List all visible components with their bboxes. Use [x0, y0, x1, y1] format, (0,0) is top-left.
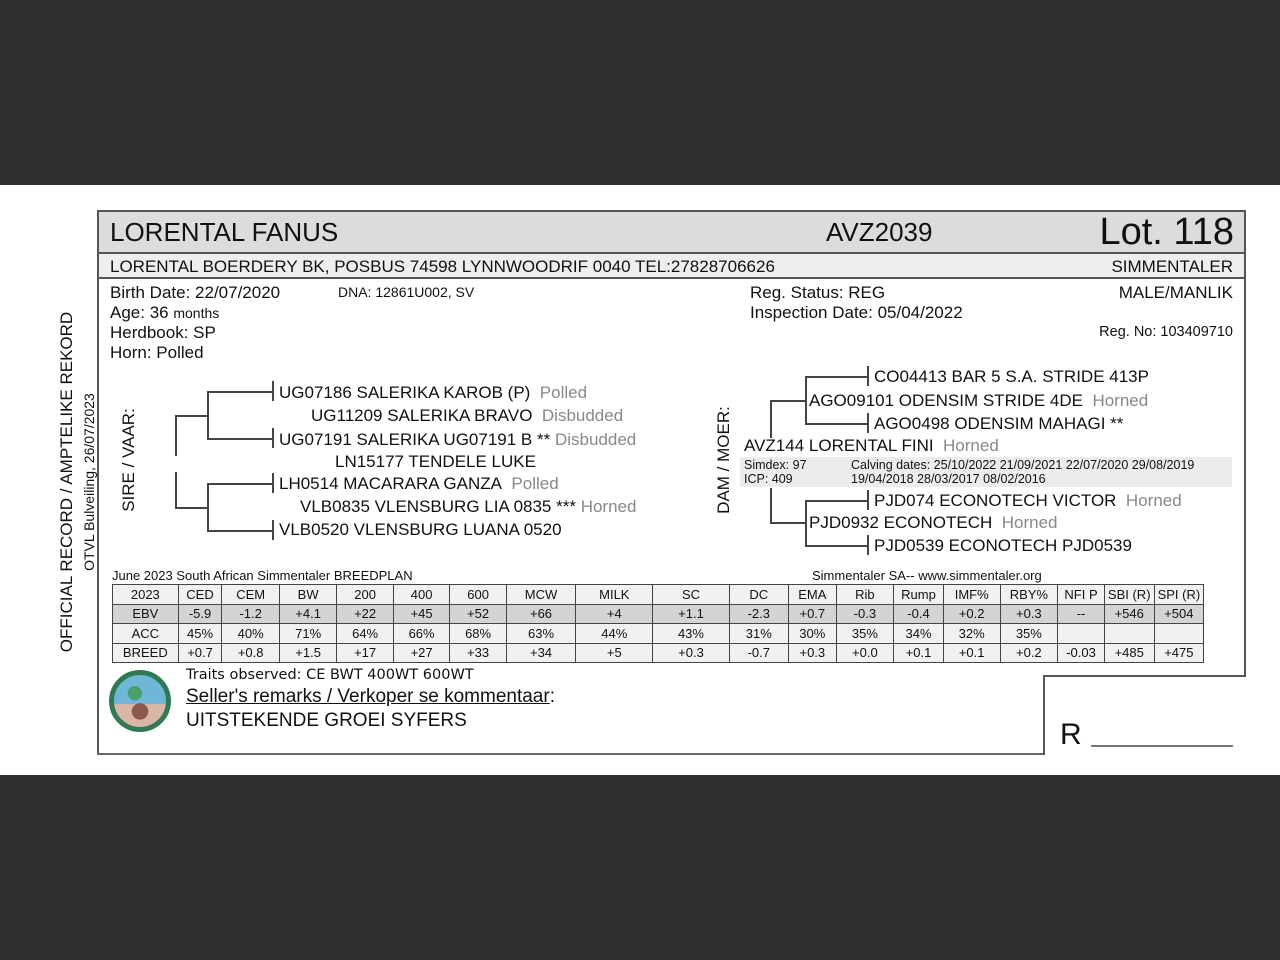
- table-cell: -0.7: [729, 643, 788, 663]
- pedigree-dam-dam-sire: [874, 491, 1182, 511]
- column-header: Rib: [836, 585, 893, 605]
- tree-line: [805, 500, 807, 546]
- table-cell: 71%: [279, 624, 336, 644]
- column-header: MCW: [506, 585, 575, 605]
- table-cell: +17: [337, 643, 393, 663]
- tree-line: [272, 520, 274, 540]
- table-cell: +0.3: [653, 643, 729, 663]
- table-cell: +0.3: [788, 643, 836, 663]
- column-header: 400: [393, 585, 449, 605]
- table-cell: +5: [576, 643, 653, 663]
- animal-name: PJD0932 ECONOTECH: [809, 513, 993, 532]
- traits-observed: Traits observed: CE BWT 400WT 600WT: [186, 667, 474, 683]
- frame-border: [97, 210, 99, 755]
- column-header: SPI (R): [1154, 585, 1204, 605]
- tree-line: [867, 535, 869, 555]
- horn-status: Polled: [511, 474, 559, 493]
- price-currency-label: R: [1060, 718, 1082, 751]
- remarks-heading: [186, 686, 555, 708]
- horn-status: Horned: [580, 497, 637, 516]
- table-cell: +27: [393, 643, 449, 663]
- tree-line: [207, 391, 209, 439]
- tree-line: [175, 507, 207, 509]
- breed-label: SIMMENTALER: [1111, 257, 1233, 276]
- table-cell: 68%: [450, 624, 506, 644]
- pedigree-dam-dam: [809, 513, 1058, 533]
- tree-line: [867, 490, 869, 510]
- tree-line: [805, 376, 807, 424]
- table-cell: +504: [1154, 604, 1204, 624]
- tree-line: [175, 472, 177, 508]
- horn-status: Polled: [539, 383, 588, 402]
- owner-details: LORENTAL BOERDERY BK, POSBUS 74598 LYNNWOODRIF 0040 TEL:27828706626: [110, 257, 775, 276]
- table-cell: +4: [576, 604, 653, 624]
- table-cell: 45%: [178, 624, 222, 644]
- pedigree-dam-dam-dam: [874, 536, 1132, 556]
- pedigree-dam-sire-dam: [874, 414, 1123, 434]
- tree-line: [770, 522, 805, 524]
- pedigree-sire-dam: [300, 497, 636, 517]
- table-cell: 64%: [337, 624, 393, 644]
- column-header: CED: [178, 585, 222, 605]
- age-unit: months: [173, 305, 220, 321]
- table-header-row: [113, 585, 1280, 605]
- row-label: BREED: [113, 643, 179, 663]
- animal-name: AGO09101 ODENSIM STRIDE 4DE: [809, 391, 1083, 410]
- price-box-border: [1043, 675, 1045, 755]
- animal-name: CO04413 BAR 5 S.A. STRIDE 413P: [874, 367, 1149, 386]
- table-cell: +1.5: [279, 643, 336, 663]
- table-cell: +0.2: [943, 604, 1000, 624]
- tree-line: [770, 400, 805, 402]
- auction-label: OTVL Bulveiling, 26/07/2023: [81, 393, 97, 571]
- table-cell: -0.3: [836, 604, 893, 624]
- frame-border: [97, 753, 1045, 755]
- table-cell: +45: [393, 604, 449, 624]
- animal-name: LH0514 MACARARA GANZA: [279, 474, 502, 493]
- sex-label: MALE/MANLIK: [1118, 283, 1233, 302]
- tree-line: [175, 415, 177, 456]
- table-cell: -0.4: [894, 604, 944, 624]
- animal-name: AVZ144 LORENTAL FINI: [744, 436, 934, 455]
- dam-calving-dates-cont: 19/04/2018 28/03/2017 08/02/2016: [851, 472, 1046, 486]
- table-cell: +546: [1104, 604, 1154, 624]
- animal-name: UG07191 SALERIKA UG07191 B **: [279, 430, 551, 449]
- animal-name: LORENTAL FANUS: [110, 217, 339, 247]
- horn-status: Disbudded: [541, 406, 624, 425]
- table-cell: +34: [506, 643, 575, 663]
- table-cell: -1.2: [222, 604, 280, 624]
- table-cell: +66: [506, 604, 575, 624]
- tree-line: [272, 381, 274, 401]
- dna-info: DNA: 12861U002, SV: [338, 284, 475, 300]
- tree-line: [207, 483, 209, 531]
- pedigree-sire-sire-dam: [279, 430, 636, 450]
- column-header: 600: [450, 585, 506, 605]
- column-header: MILK: [576, 585, 653, 605]
- tree-line: [770, 400, 772, 438]
- tree-line: [272, 473, 274, 493]
- tree-line: [207, 483, 273, 485]
- animal-name: UG11209 SALERIKA BRAVO: [311, 406, 533, 425]
- table-cell: [1104, 624, 1154, 644]
- tree-line: [207, 391, 273, 393]
- tree-line: [207, 438, 273, 440]
- column-header: EMA: [788, 585, 836, 605]
- table-cell: 44%: [576, 624, 653, 644]
- animal-name: PJD0539 ECONOTECH PJD0539: [874, 536, 1132, 555]
- table-cell: +0.1: [894, 643, 944, 663]
- remarks-colon: :: [549, 686, 555, 707]
- lot-number: Lot. 118: [1099, 211, 1234, 253]
- table-cell: 35%: [1000, 624, 1058, 644]
- horn-status: Horned: [1125, 491, 1182, 510]
- tree-line: [805, 545, 868, 547]
- horn-status: Horn: Polled: [110, 343, 204, 362]
- tree-line: [207, 530, 273, 532]
- dam-calving-dates: Calving dates: 25/10/2022 21/09/2021 22/07/2020 29/08/2019: [851, 458, 1195, 472]
- herdbook: Herdbook: SP: [110, 323, 216, 342]
- tree-line: [867, 366, 869, 386]
- animal-name: AGO0498 ODENSIM MAHAGI **: [874, 414, 1124, 433]
- price-blank-line: [1091, 745, 1233, 747]
- pedigree-dam-sire: [809, 391, 1148, 411]
- reg-number: Reg. No: 103409710: [1099, 324, 1233, 340]
- seller-remarks: UITSTEKENDE GROEI SYFERS: [186, 710, 467, 731]
- tree-line: [805, 500, 868, 502]
- price-box-border: [1043, 675, 1246, 677]
- pedigree-sire-sire: [311, 406, 623, 426]
- tree-line: [867, 413, 869, 433]
- reg-status: Reg. Status: REG: [750, 283, 886, 302]
- breedplan-table: [112, 584, 1280, 663]
- table-cell: 63%: [506, 624, 575, 644]
- pedigree-sire-sire-sire: [279, 383, 587, 403]
- table-cell: 35%: [836, 624, 893, 644]
- table-cell: 31%: [729, 624, 788, 644]
- horn-status: Horned: [1092, 391, 1149, 410]
- table-cell: 43%: [653, 624, 729, 644]
- table-cell: +22: [337, 604, 393, 624]
- horn-status: Horned: [943, 436, 999, 455]
- animal-name: VLB0520 VLENSBURG LUANA 0520: [279, 520, 562, 539]
- birth-date: Birth Date: 22/07/2020: [110, 283, 281, 302]
- tree-line: [805, 423, 868, 425]
- table-cell: +0.7: [788, 604, 836, 624]
- table-cell: +0.0: [836, 643, 893, 663]
- remarks-heading-text: Seller's remarks / Verkoper se kommentaar: [186, 686, 550, 707]
- horn-status: Disbudded: [554, 430, 637, 449]
- table-row-acc: [113, 624, 1280, 644]
- column-header: SC: [653, 585, 729, 605]
- row-label: EBV: [113, 604, 179, 624]
- animal-name: LN15177 TENDELE LUKE: [335, 452, 536, 471]
- age: [110, 303, 219, 323]
- dam-icp: ICP: 409: [744, 472, 793, 486]
- tree-line: [272, 428, 274, 448]
- tree-line: [770, 488, 772, 523]
- table-cell: +4.1: [279, 604, 336, 624]
- table-cell: +485: [1104, 643, 1154, 663]
- column-header: CEM: [222, 585, 280, 605]
- table-cell: +0.7: [178, 643, 222, 663]
- animal-name: UG07186 SALERIKA KAROB (P): [279, 383, 531, 402]
- pedigree-dam-sire-sire: [874, 367, 1149, 387]
- official-record-label: OFFICIAL RECORD / AMPTELIKE REKORD: [57, 311, 76, 653]
- inspection-date: Inspection Date: 05/04/2022: [750, 303, 963, 322]
- table-cell: +1.1: [653, 604, 729, 624]
- column-header: SBI (R): [1104, 585, 1154, 605]
- dam-simdex: Simdex: 97: [744, 458, 807, 472]
- table-cell: 40%: [222, 624, 280, 644]
- table-cell: -5.9: [178, 604, 222, 624]
- table-cell: +52: [450, 604, 506, 624]
- table-cell: 30%: [788, 624, 836, 644]
- animal-name: PJD074 ECONOTECH VICTOR: [874, 491, 1117, 510]
- table-cell: 32%: [943, 624, 1000, 644]
- sire-label: SIRE / VAAR:: [119, 408, 138, 512]
- breedplan-caption: June 2023 South African Simmentaler BREEDPLAN: [112, 568, 413, 583]
- column-header: 2023: [113, 585, 179, 605]
- tree-line: [805, 376, 868, 378]
- row-label: ACC: [113, 624, 179, 644]
- breedplan-source: Simmentaler SA-- www.simmentaler.org: [812, 568, 1042, 583]
- table-cell: +475: [1154, 643, 1204, 663]
- society-logo-icon: [109, 670, 171, 732]
- column-header: DC: [729, 585, 788, 605]
- tree-line: [175, 415, 207, 417]
- column-header: BW: [279, 585, 336, 605]
- horn-status: Horned: [1001, 513, 1058, 532]
- pedigree-sire-dam-sire: [279, 474, 559, 494]
- table-row-breed: [113, 643, 1280, 663]
- pedigree-dam: [744, 436, 999, 456]
- table-cell: [1154, 624, 1204, 644]
- age-value: Age: 36: [110, 303, 169, 322]
- table-cell: --: [1058, 604, 1105, 624]
- animal-name: VLB0835 VLENSBURG LIA 0835 ***: [300, 497, 576, 516]
- column-header: Rump: [894, 585, 944, 605]
- table-cell: +0.8: [222, 643, 280, 663]
- animal-id: AVZ2039: [826, 217, 933, 247]
- table-cell: +0.3: [1000, 604, 1058, 624]
- table-cell: +0.1: [943, 643, 1000, 663]
- table-cell: 66%: [393, 624, 449, 644]
- table-row-ebv: [113, 604, 1280, 624]
- column-header: NFI P: [1058, 585, 1105, 605]
- column-header: IMF%: [943, 585, 1000, 605]
- dam-label: DAM / MOER:: [714, 406, 733, 514]
- pedigree-sire: [335, 452, 536, 472]
- table-cell: -2.3: [729, 604, 788, 624]
- table-cell: [1058, 624, 1105, 644]
- table-cell: +0.2: [1000, 643, 1058, 663]
- column-header: 200: [337, 585, 393, 605]
- column-header: RBY%: [1000, 585, 1058, 605]
- table-cell: +33: [450, 643, 506, 663]
- pedigree-sire-dam-dam: [279, 520, 562, 540]
- table-cell: -0.03: [1058, 643, 1105, 663]
- table-cell: 34%: [894, 624, 944, 644]
